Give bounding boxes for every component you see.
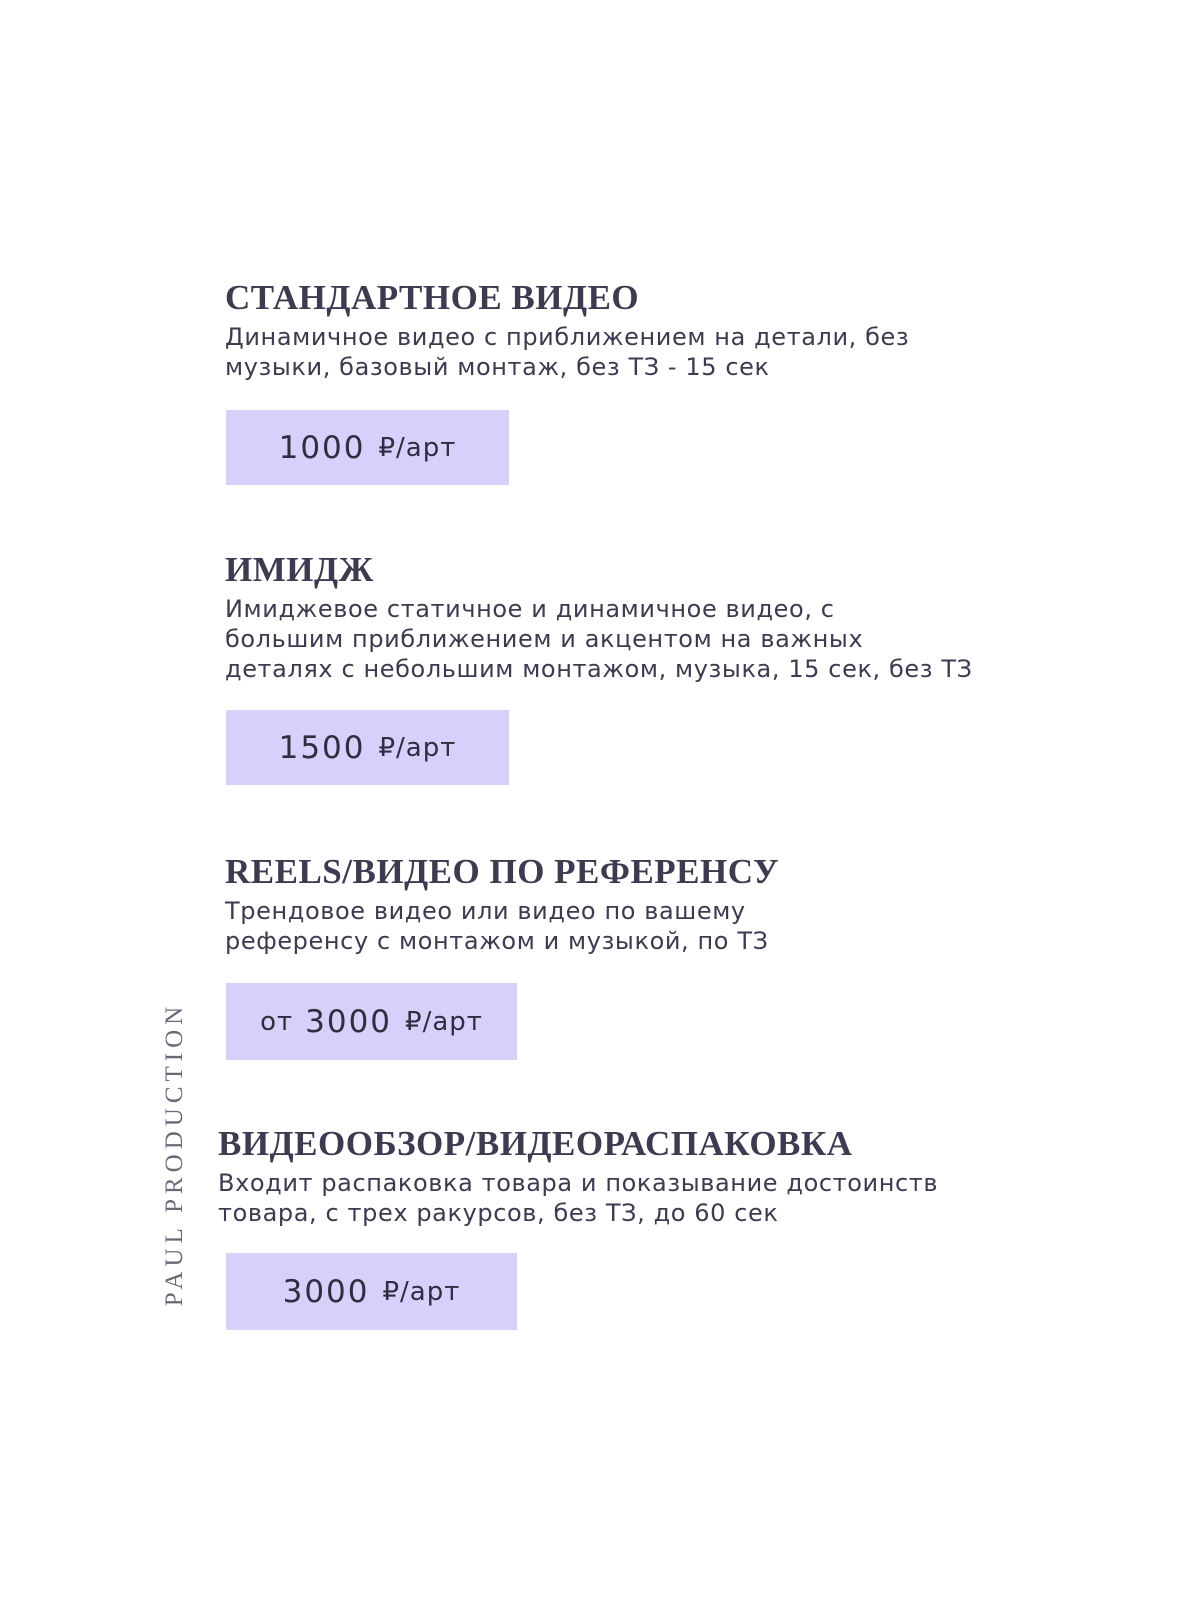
price-box-unboxing [226,1253,517,1330]
brand-vertical-text: PAUL PRODUCTION [161,1001,188,1307]
price-box-image [226,710,509,785]
price-value: 3000 [305,1003,393,1040]
price-unit: ₽/арт [405,1006,483,1037]
service-title: СТАНДАРТНОЕ ВИДЕО [225,278,640,317]
service-description: Имиджевое статичное и динамичное видео, с большим приближением и акцентом на важных деталях с небольшим монтажом, музыка, 15 сек, без ТЗ [225,595,973,683]
price-box-reels [226,983,517,1060]
service-reels [225,852,779,956]
price-value: 3000 [282,1273,370,1310]
price-unit: ₽/арт [378,732,457,763]
service-title: REELS/ВИДЕО ПО РЕФЕРЕНСУ [225,852,780,891]
service-image [225,550,973,684]
price-value: 1500 [278,729,366,766]
service-title: ВИДЕООБЗОР/ВИДЕОРАСПАКОВКА [218,1124,853,1163]
service-description: Динамичное видео с приближением на детали, без музыки, базовый монтаж, без ТЗ - 15 сек [225,323,910,381]
service-description: Входит распаковка товара и показывание достоинств товара, с трех ракурсов, без ТЗ, до 60 сек [218,1169,939,1227]
service-standard-video [225,278,909,382]
service-description: Трендовое видео или видео по вашему референсу с монтажом и музыкой, по ТЗ [225,897,769,955]
price-unit: ₽/арт [378,432,457,463]
price-prefix: от [260,1006,294,1037]
service-unboxing [218,1124,938,1228]
price-unit: ₽/арт [382,1276,461,1307]
price-value: 1000 [278,429,366,466]
service-title: ИМИДЖ [225,550,374,589]
price-box-standard-video [226,410,509,485]
